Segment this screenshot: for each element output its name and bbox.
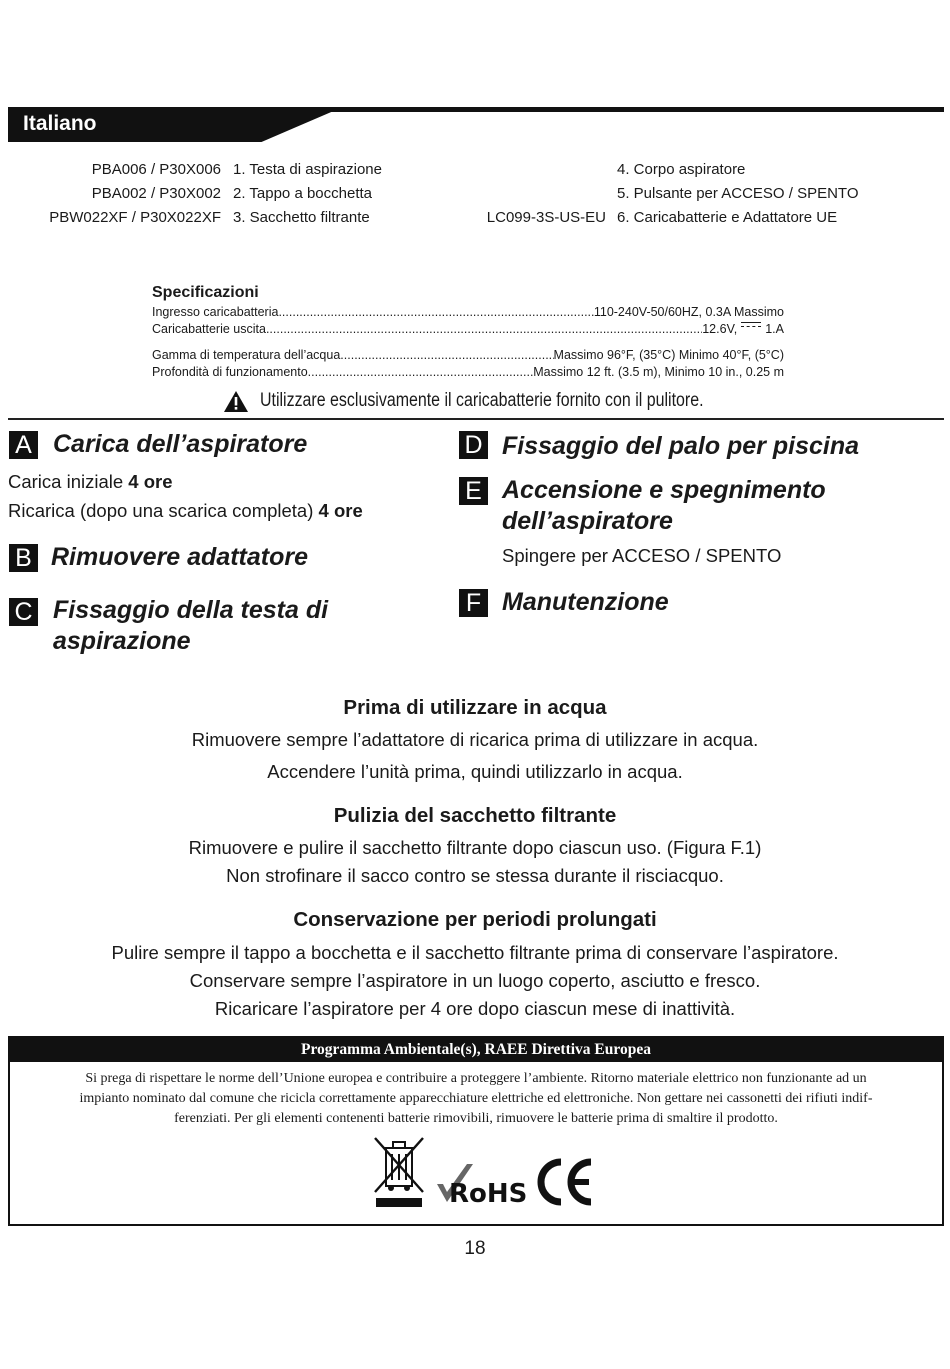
section-b-title: Rimuovere adattatore bbox=[51, 543, 309, 571]
environment-line: impianto nominato dal comune che ricicla correttamente apparecchiature elettriche ed elettroniche. Non gettare nei cassonetti dei rifiuti indif- bbox=[79, 1091, 873, 1106]
maintenance-line: Rimuovere e pulire il sacchetto filtrante dopo ciascun uso. (Figura F.1) bbox=[188, 837, 762, 858]
section-divider bbox=[8, 418, 944, 420]
model-label: PBA006 / P30X006 bbox=[91, 161, 221, 178]
spec-row bbox=[152, 347, 784, 364]
environment-heading: Programma Ambientale(s), RAEE Direttiva Europea bbox=[10, 1038, 942, 1062]
part-item: 6. Caricabatterie e Adattatore UE bbox=[617, 209, 838, 226]
specifications bbox=[152, 283, 784, 381]
charger-model: LC099-3S-US-EU bbox=[486, 209, 606, 226]
section-e-title-line: Accensione e spegnimento bbox=[502, 476, 826, 504]
recharge-duration: 4 ore bbox=[318, 500, 363, 521]
section-e-title-line: dell’aspiratore bbox=[502, 507, 673, 535]
models-list bbox=[20, 158, 221, 230]
leader-dots bbox=[278, 304, 593, 321]
section-c-title-line: Fissaggio della testa di bbox=[53, 596, 329, 624]
page-number: 18 bbox=[464, 1238, 486, 1259]
section-a-line bbox=[8, 496, 363, 525]
spec-value: Massimo 12 ft. (3.5 m), Minimo 10 in., 0.25 m bbox=[533, 365, 784, 379]
section-c-title bbox=[53, 595, 328, 657]
rohs-icon bbox=[433, 1156, 529, 1208]
model-label: PBA002 / P30X002 bbox=[91, 185, 221, 202]
maintenance-heading: Pulizia del sacchetto filtrante bbox=[333, 804, 617, 827]
charge-label: Carica iniziale bbox=[8, 471, 124, 492]
compliance-icons bbox=[373, 1136, 597, 1208]
section-a-title: Carica dell’aspiratore bbox=[53, 430, 308, 458]
language-title: Italiano bbox=[23, 112, 97, 135]
section-c-title-line: aspirazione bbox=[53, 627, 191, 655]
section-a-line bbox=[8, 467, 173, 496]
section-b-badge: B bbox=[9, 544, 38, 572]
parts-list-left bbox=[233, 158, 382, 230]
spec-row bbox=[152, 304, 784, 321]
spec-label: Caricabatterie uscita bbox=[152, 322, 266, 336]
environment-box bbox=[8, 1036, 944, 1226]
maintenance-line: Pulire sempre il tappo a bocchetta e il sacchetto filtrante prima di conservare l’aspiratore. bbox=[111, 942, 839, 963]
maintenance-line: Accendere l’unità prima, quindi utilizzarlo in acqua. bbox=[267, 761, 683, 782]
section-d-badge: D bbox=[459, 431, 488, 459]
part-item: 5. Pulsante per ACCESO / SPENTO bbox=[617, 185, 859, 202]
part-item: 1. Testa di aspirazione bbox=[233, 161, 382, 178]
leader-dots bbox=[308, 364, 534, 381]
spec-value: 1.A bbox=[765, 322, 784, 336]
environment-line: Si prega di rispettare le norme dell’Unione europea e contribuire a proteggere l’ambiente. Ritorno materiale elettrico non funzionante ad un bbox=[85, 1071, 867, 1086]
part-item: 4. Corpo aspiratore bbox=[617, 161, 746, 178]
part-item: 3. Sacchetto filtrante bbox=[233, 209, 370, 226]
warning-notice bbox=[224, 388, 788, 414]
model-label: PBW022XF / P30X022XF bbox=[49, 209, 221, 226]
section-e-badge: E bbox=[459, 477, 488, 505]
section-f-title: Manutenzione bbox=[502, 588, 669, 616]
spec-label: Profondità di funzionamento bbox=[152, 365, 308, 379]
specs-title: Specificazioni bbox=[152, 284, 259, 301]
dc-current-icon bbox=[741, 321, 761, 329]
section-e-title bbox=[502, 475, 826, 537]
section-c-badge: C bbox=[9, 598, 38, 626]
maintenance-heading: Prima di utilizzare in acqua bbox=[343, 696, 607, 719]
part-item: 2. Tappo a bocchetta bbox=[233, 185, 372, 202]
recharge-label: Ricarica (dopo una scarica completa) bbox=[8, 500, 314, 521]
warning-text: Utilizzare esclusivamente il caricabatterie fornito con il pulitore. bbox=[260, 390, 704, 411]
maintenance-line: Non strofinare il sacco contro se stessa durante il risciacquo. bbox=[226, 865, 724, 886]
maintenance-line: Conservare sempre l’aspiratore in un luogo coperto, asciutto e fresco. bbox=[189, 970, 761, 991]
charge-duration: 4 ore bbox=[128, 471, 173, 492]
parts-list-right bbox=[617, 158, 859, 230]
maintenance-heading: Conservazione per periodi prolungati bbox=[293, 908, 657, 931]
spec-label: Ingresso caricabatteria bbox=[152, 305, 279, 319]
spec-value: Massimo 96°F, (35°C) Minimo 40°F, (5°C) bbox=[553, 348, 784, 362]
leader-dots bbox=[340, 347, 553, 364]
spec-value: 110-240V-50/60HZ, 0.3A Massimo bbox=[593, 305, 784, 319]
rohs-label: RoHS bbox=[449, 1179, 528, 1208]
weee-bin-icon bbox=[373, 1136, 425, 1208]
section-a-badge: A bbox=[9, 431, 38, 459]
spec-value: 12.6V, bbox=[702, 322, 738, 336]
environment-line: ferenziati. Per gli elementi contenenti batterie rimovibili, rimuovere le batterie prima di smaltire il prodotto. bbox=[174, 1111, 778, 1126]
maintenance-line: Rimuovere sempre l’adattatore di ricarica prima di utilizzare in acqua. bbox=[191, 729, 759, 750]
maintenance-line: Ricaricare l’aspiratore per 4 ore dopo ciascun mese di inattività. bbox=[214, 998, 736, 1019]
spec-row bbox=[152, 321, 784, 338]
section-e-body: Spingere per ACCESO / SPENTO bbox=[502, 545, 782, 566]
ce-mark-icon bbox=[537, 1156, 597, 1208]
environment-text bbox=[10, 1062, 942, 1129]
warning-triangle-icon bbox=[224, 391, 248, 412]
spec-row bbox=[152, 364, 784, 381]
section-f-badge: F bbox=[459, 589, 488, 617]
leader-dots bbox=[266, 321, 702, 338]
section-d-title: Fissaggio del palo per piscina bbox=[502, 432, 860, 460]
spec-label: Gamma di temperatura dell’acqua bbox=[152, 348, 341, 362]
